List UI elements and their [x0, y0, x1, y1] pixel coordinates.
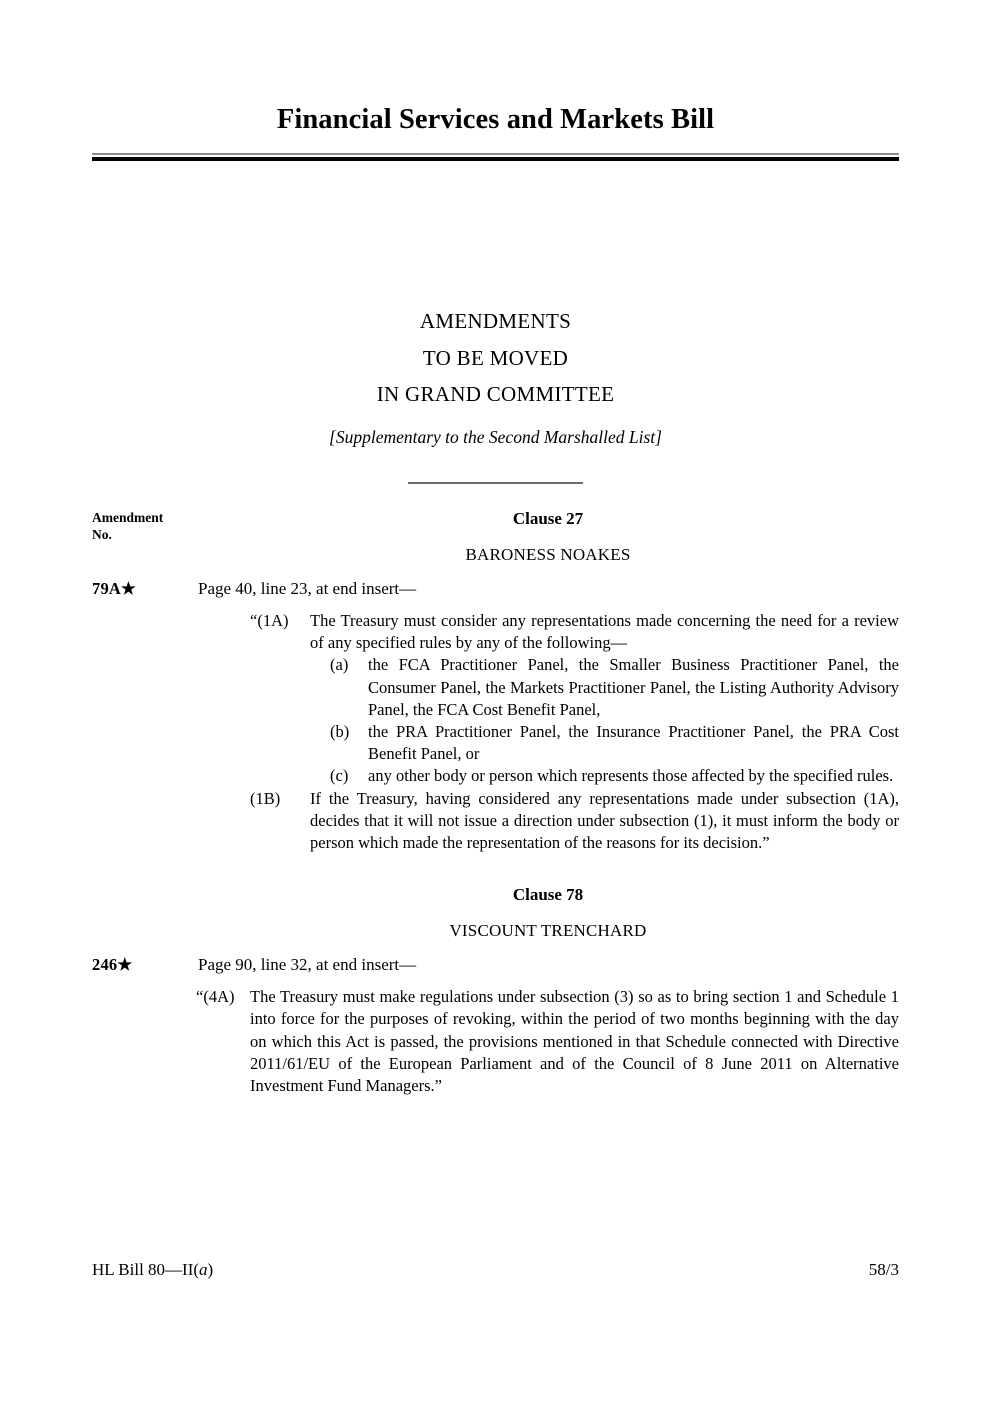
paragraph-marker: (b)	[330, 722, 350, 742]
amendment-section	[92, 508, 899, 854]
bill-reference	[92, 1259, 213, 1281]
clause-heading: Clause 27	[512, 509, 584, 528]
page-title: Financial Services and Markets Bill	[276, 104, 715, 135]
page-reference: 58/3	[868, 1260, 899, 1279]
amendment-instruction: Page 40, line 23, at end insert—	[198, 579, 417, 598]
lettered-paragraph	[92, 654, 899, 721]
masthead	[92, 104, 899, 161]
paragraph-marker: (a)	[330, 655, 349, 675]
subsection	[92, 986, 899, 1097]
amendment-row	[92, 954, 899, 976]
sponsor-name: BARONESS NOAKES	[465, 545, 631, 564]
subsection-text: The Treasury must consider any representations made concerning the need for a review of any specified rules by any of the following—	[310, 611, 899, 653]
amendment-number: 79A★	[92, 579, 137, 598]
header-subtitle: [Supplementary to the Second Marshalled List]	[329, 426, 662, 447]
page-footer	[92, 1259, 899, 1281]
amendment-no-label-line2: No.	[92, 526, 112, 542]
amendment-number: 246★	[92, 955, 133, 975]
paragraph-text: the FCA Practitioner Panel, the Smaller Business Practitioner Panel, the Consumer Panel, the Markets Practitioner Panel, the Listing Authority Advisory Panel, the FCA Cost Benefit Panel,	[368, 655, 899, 719]
subsection-text: The Treasury must make regulations under subsection (3) so as to bring section 1 and Schedule 1 into force for the purposes of revoking, within the period of two months beginning with the day on which this Act is passed, the provisions mentioned in that Schedule connected with Directive 2011/61/EU of the European Parliament and of the Council of 8 June 2011 on Alternative Investment Fund Managers.”	[250, 987, 899, 1096]
subsection	[92, 610, 899, 654]
lettered-paragraph	[92, 765, 899, 787]
amendments-body	[92, 508, 899, 1097]
header-line-in-grand-committee: IN GRAND COMMITTEE	[376, 382, 615, 406]
header-line-to-be-moved: TO BE MOVED	[422, 345, 569, 370]
clause-heading: Clause 78	[512, 885, 584, 905]
header-divider	[408, 482, 583, 484]
paragraph-text: the PRA Practitioner Panel, the Insurance Practitioner Panel, the PRA Cost Benefit Panel, or	[368, 722, 899, 764]
amendment-no-label-line1: Amendment	[92, 510, 164, 525]
lettered-paragraph	[92, 721, 899, 765]
subsection-marker: “(1A)	[250, 611, 289, 630]
amendment-row	[92, 578, 899, 600]
title-rule-thick	[92, 157, 899, 161]
subsection-marker: (1B)	[250, 788, 281, 808]
subsection	[92, 788, 899, 855]
sponsor-name: VISCOUNT TRENCHARD	[449, 921, 647, 941]
title-rule	[92, 153, 899, 161]
subsection-text: If the Treasury, having considered any representations made under subsection (1A), decides that it will not issue a direction under subsection (1), it must inform the body or person which made the representation of the reasons for its decision.”	[310, 788, 899, 853]
bill-reference-close: )	[207, 1260, 214, 1279]
paragraph-marker: (c)	[330, 766, 349, 786]
bill-reference-prefix: HL Bill 80—II(	[92, 1260, 200, 1279]
inserted-text-block	[92, 986, 899, 1097]
bill-reference-suffix-letter: a	[199, 1260, 208, 1279]
paragraph-text: any other body or person which represents those affected by the specified rules.	[368, 766, 894, 786]
header-line-amendments: AMENDMENTS	[419, 309, 572, 333]
amendment-section	[92, 884, 899, 1097]
amendments-header	[92, 303, 899, 484]
subsection-marker: “(4A)	[196, 987, 235, 1007]
amendment-instruction: Page 90, line 32, at end insert—	[198, 955, 417, 975]
inserted-text-block	[92, 610, 899, 854]
